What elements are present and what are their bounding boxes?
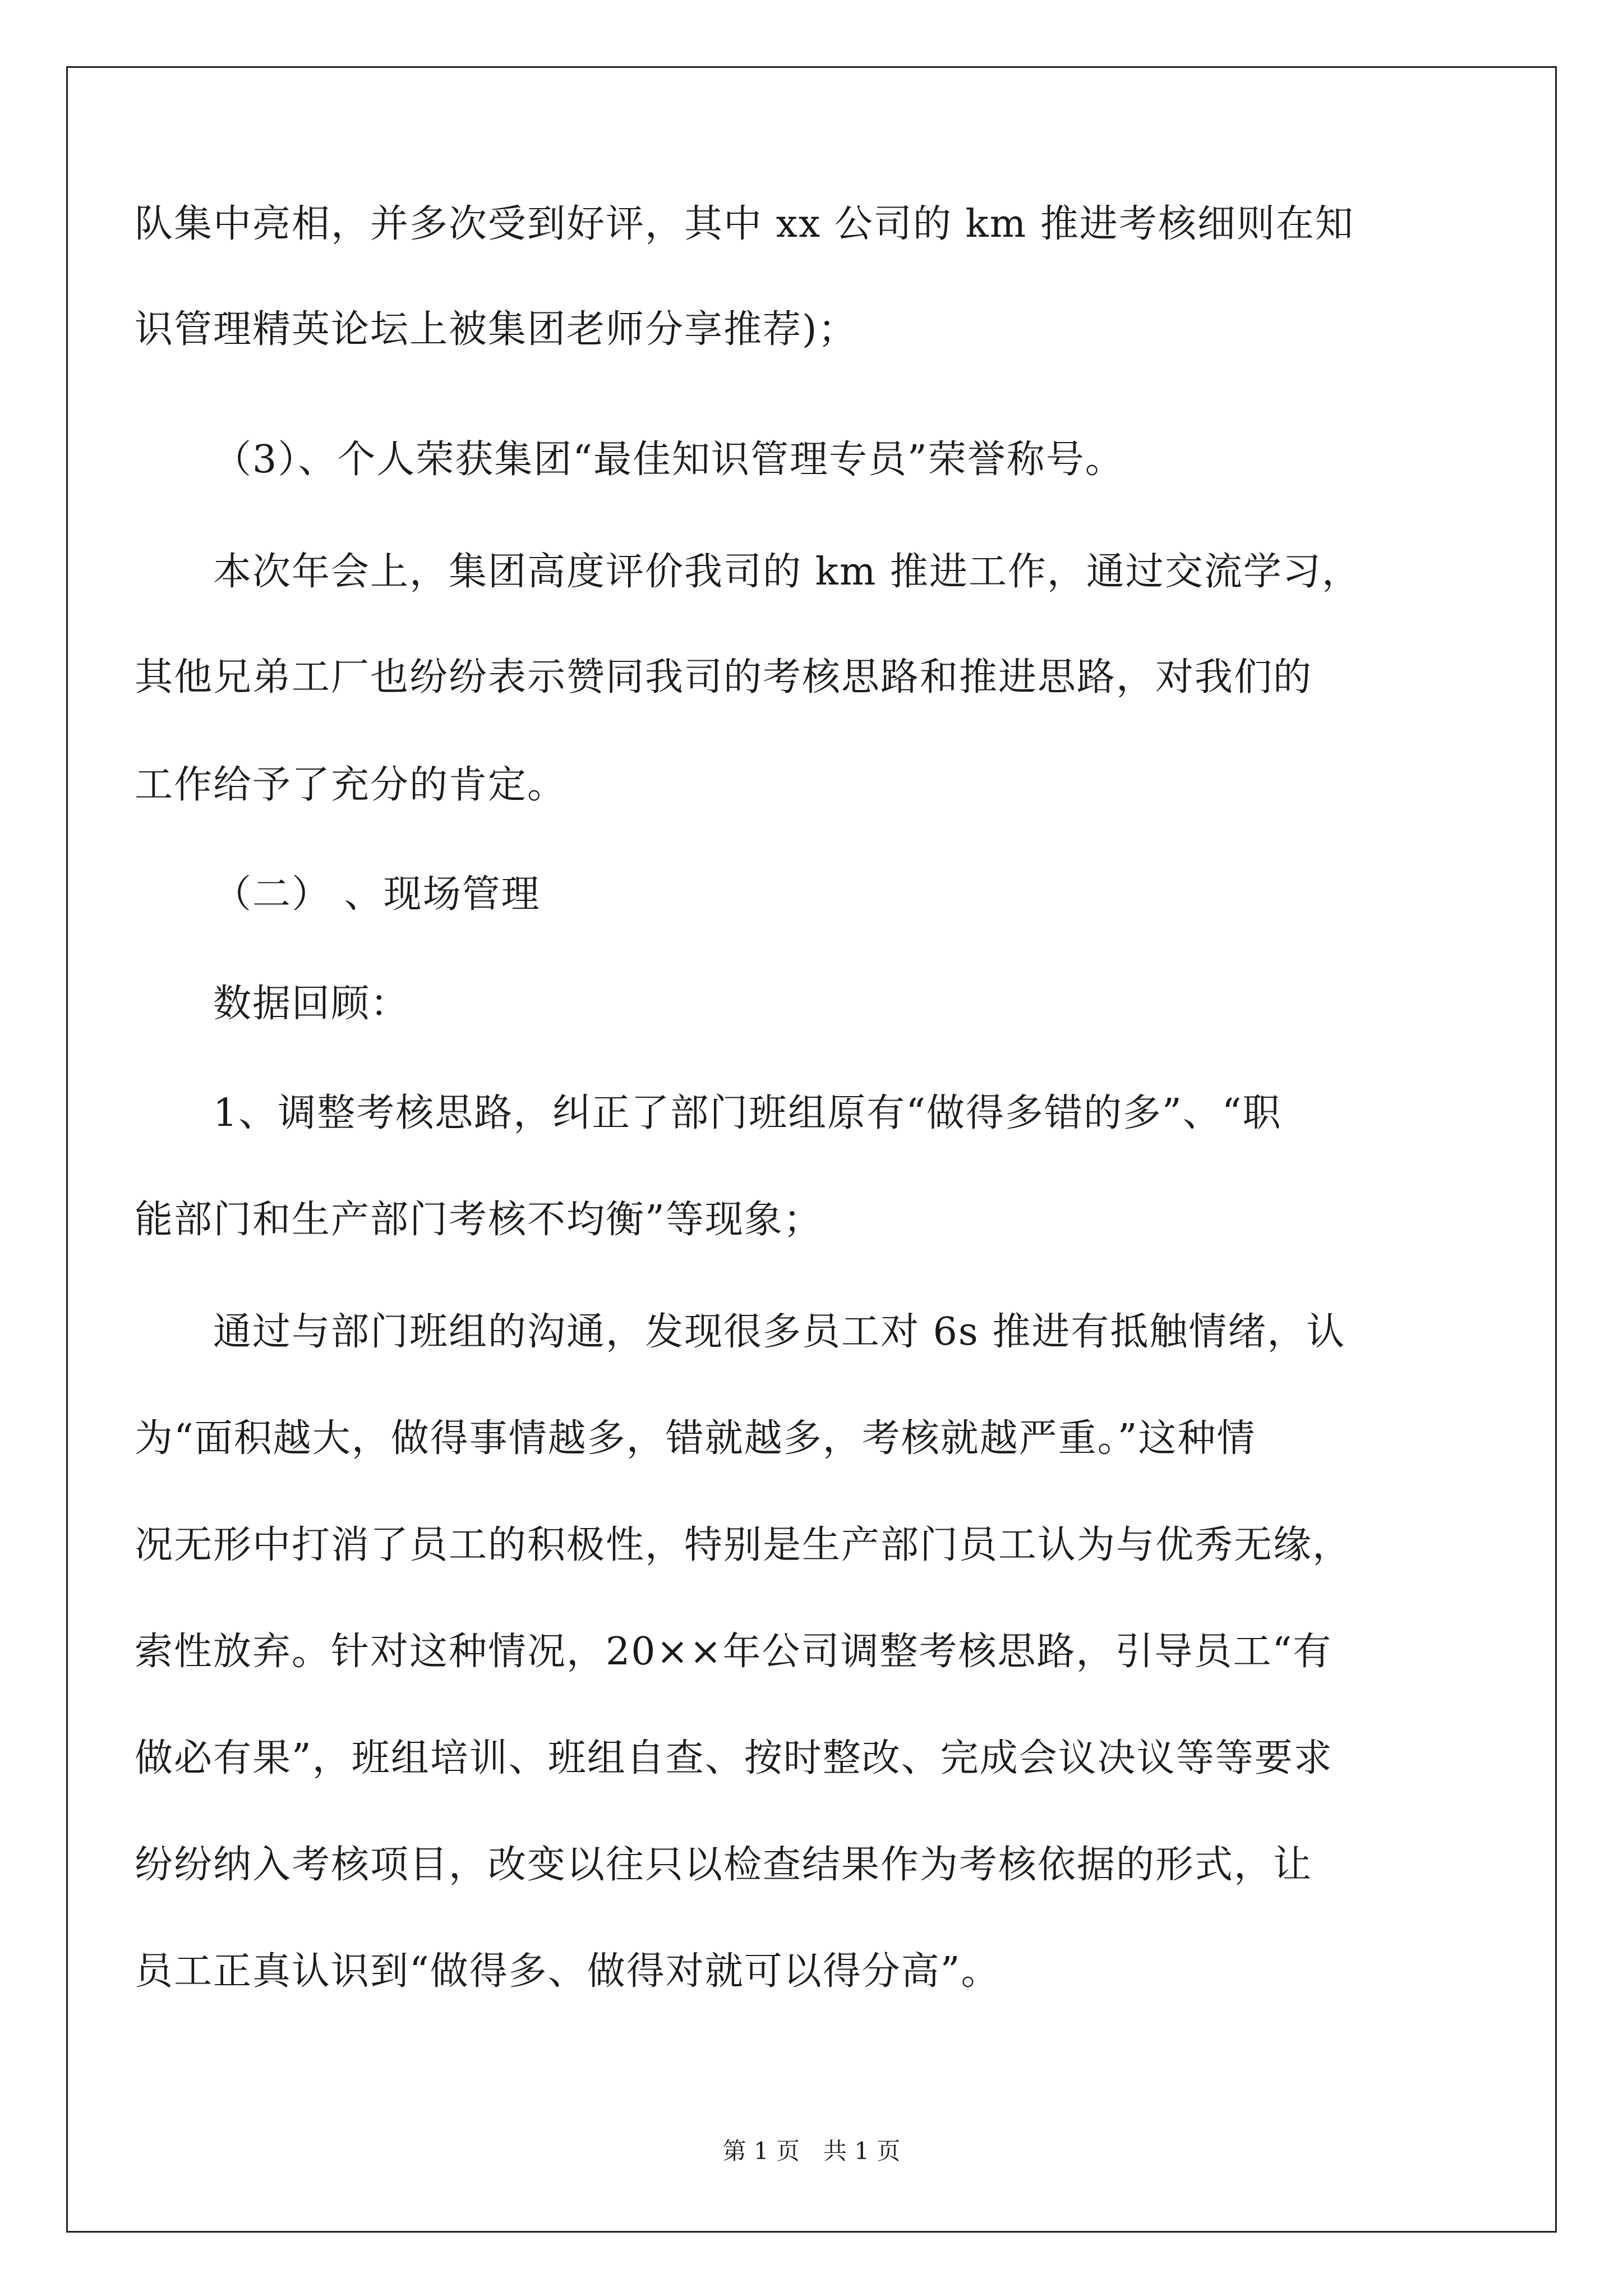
text-line: 其他兄弟工厂也纷纷表示赞同我司的考核思路和推进思路，对我们的 bbox=[135, 655, 1313, 700]
text-line: 本次年会上，集团高度评价我司的 km 推进工作，通过交流学习， bbox=[213, 550, 1361, 594]
text-line: 做必有果”，班组培训、班组自查、按时整改、完成会议决议等等要求 bbox=[135, 1736, 1333, 1780]
text-line: 1、调整考核思路，纠正了部门班组原有“做得多错的多”、“职 bbox=[213, 1091, 1282, 1135]
text-line: 索性放弃。针对这种情况，20××年公司调整考核思路，引导员工“有 bbox=[135, 1630, 1332, 1674]
page-number-footer: 第 1 页 共 1 页 bbox=[722, 2137, 901, 2165]
page-border bbox=[66, 66, 1557, 2233]
text-line: 员工正真认识到“做得多、做得对就可以得分高”。 bbox=[135, 1949, 1000, 1994]
text-line: 为“面积越大，做得事情越多，错就越多，考核就越严重。”这种情 bbox=[135, 1416, 1256, 1461]
text-line: 纷纷纳入考核项目，改变以往只以检查结果作为考核依据的形式，让 bbox=[135, 1843, 1313, 1887]
text-line: 通过与部门班组的沟通，发现很多员工对 6s 推进有抵触情绪，认 bbox=[213, 1310, 1346, 1354]
text-line: 识管理精英论坛上被集团老师分享推荐)； bbox=[135, 307, 857, 352]
text-line: 数据回顾： bbox=[213, 982, 410, 1026]
text-line: 队集中亮相，并多次受到好评，其中 xx 公司的 km 推进考核细则在知 bbox=[135, 202, 1354, 246]
text-line: 况无形中打消了员工的积极性，特别是生产部门员工认为与优秀无缘， bbox=[135, 1523, 1352, 1567]
text-line: （3）、个人荣获集团“最佳知识管理专员”荣誉称号。 bbox=[213, 438, 1124, 482]
text-line: 工作给予了充分的肯定。 bbox=[135, 763, 567, 807]
section-heading: （二） 、现场管理 bbox=[213, 872, 541, 917]
text-line: 能部门和生产部门考核不均衡”等现象； bbox=[135, 1198, 823, 1242]
